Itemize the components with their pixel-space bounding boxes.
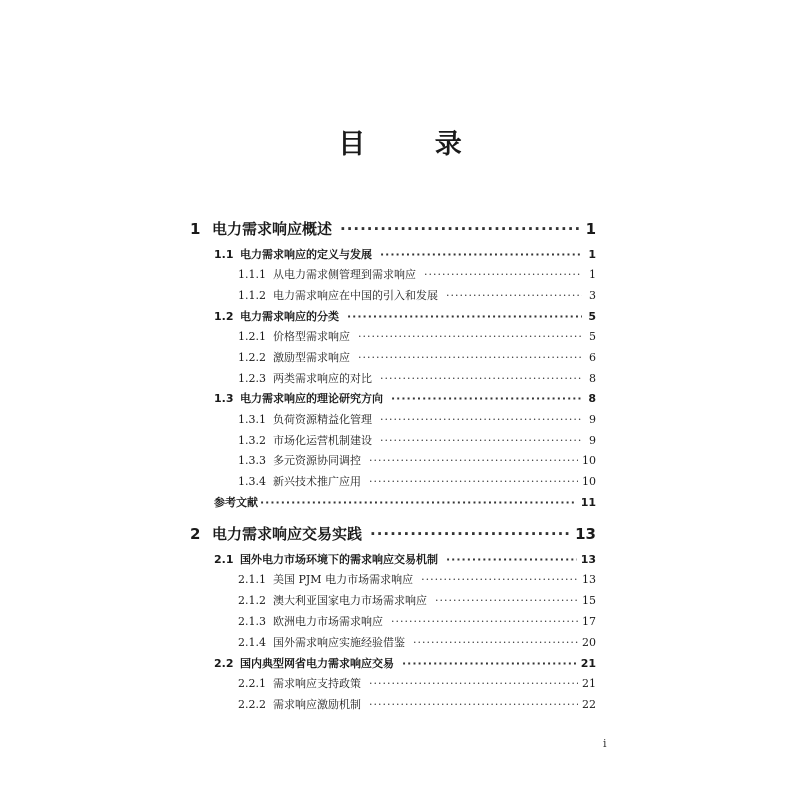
- toc-page: 8: [589, 372, 596, 385]
- toc-chapter-2[interactable]: [190, 523, 596, 544]
- toc-leader: [391, 615, 578, 628]
- toc-number: 1.1: [214, 248, 234, 261]
- toc-page: 11: [580, 496, 596, 509]
- toc-page: 5: [589, 330, 596, 343]
- toc-number: 1.3: [214, 392, 234, 405]
- toc-leader: [421, 573, 578, 586]
- toc-number: 1.3.3: [238, 454, 266, 467]
- toc-title: 国内典型网省电力需求响应交易: [240, 657, 394, 670]
- toc-title: 从电力需求侧管理到需求响应: [273, 268, 416, 281]
- toc-page: 13: [575, 525, 596, 543]
- toc-subsection-2-2-2[interactable]: [238, 696, 596, 712]
- toc-page: 20: [582, 636, 596, 649]
- toc-page: 21: [580, 657, 596, 670]
- toc-title: 新兴技术推广应用: [273, 475, 361, 488]
- toc-section-1-2[interactable]: [214, 308, 596, 324]
- toc-title: 激励型需求响应: [273, 351, 350, 364]
- toc-leader: [380, 434, 582, 447]
- toc-page: 15: [582, 594, 596, 607]
- toc-page: 1: [585, 220, 596, 238]
- toc-page: 13: [580, 553, 596, 566]
- toc-subsection-1-3-4[interactable]: [238, 473, 596, 489]
- toc-title: 电力需求响应的分类: [240, 310, 339, 323]
- toc-leader: [380, 248, 582, 261]
- toc-leader: [369, 677, 578, 690]
- toc-subsection-1-2-1[interactable]: [238, 328, 596, 344]
- toc-page: 9: [589, 434, 596, 447]
- toc-page: 8: [588, 392, 596, 405]
- toc-number: 1.2.3: [238, 372, 266, 385]
- toc-leader: [424, 268, 582, 281]
- toc-leader: [358, 330, 582, 343]
- toc-page: 5: [588, 310, 596, 323]
- toc-title: 两类需求响应的对比: [273, 372, 372, 385]
- toc-title: 美国 PJM 电力市场需求响应: [273, 573, 414, 586]
- toc-page: 17: [582, 615, 596, 628]
- toc-title: 电力需求响应的定义与发展: [240, 248, 372, 261]
- toc-number: 2.1.3: [238, 615, 266, 628]
- toc-page: 10: [582, 475, 596, 488]
- toc-number: 2.1.1: [238, 573, 266, 586]
- toc-section-2-2[interactable]: [214, 655, 596, 671]
- page-title: 目 录: [338, 129, 492, 160]
- toc-page: 22: [582, 698, 596, 711]
- toc-number: 2.1: [214, 553, 234, 566]
- toc-number: 2.2: [214, 657, 234, 670]
- toc-page: 21: [582, 677, 596, 690]
- toc-subsection-2-1-3[interactable]: [238, 613, 596, 629]
- toc-title: 电力需求响应概述: [212, 220, 333, 238]
- toc-subsection-1-2-2[interactable]: [238, 349, 596, 365]
- toc-page: 1: [588, 248, 596, 261]
- toc-page: 1: [589, 268, 596, 281]
- toc-leader: [340, 220, 582, 238]
- toc-title: 需求响应支持政策: [273, 677, 361, 690]
- page-number: i: [603, 737, 607, 750]
- toc-leader: [369, 475, 578, 488]
- toc-subsection-2-1-1[interactable]: [238, 571, 596, 587]
- toc-leader: [347, 310, 582, 323]
- toc-number: 1.2.2: [238, 351, 266, 364]
- toc-number: 1.2: [214, 310, 234, 323]
- toc-number: 1.3.1: [238, 413, 266, 426]
- toc-leader: [391, 392, 582, 405]
- toc-subsection-1-3-2[interactable]: [238, 432, 596, 448]
- toc-page: 6: [589, 351, 596, 364]
- toc-subsection-1-2-3[interactable]: [238, 370, 596, 386]
- toc-page: 9: [589, 413, 596, 426]
- toc-number: 2: [190, 525, 201, 543]
- toc-subsection-2-2-1[interactable]: [238, 675, 596, 691]
- toc-title: 国外电力市场环境下的需求响应交易机制: [240, 553, 438, 566]
- toc-subsection-2-1-2[interactable]: [238, 592, 596, 608]
- toc-page: 10: [582, 454, 596, 467]
- toc-page: 13: [582, 573, 596, 586]
- toc-title: 欧洲电力市场需求响应: [273, 615, 383, 628]
- toc-number: 2.2.2: [238, 698, 266, 711]
- toc-subsection-1-1-1[interactable]: [238, 266, 596, 282]
- toc-number: 1.3.2: [238, 434, 266, 447]
- toc-title: 澳大利亚国家电力市场需求响应: [273, 594, 427, 607]
- toc-number: 1: [190, 220, 201, 238]
- toc-title: 价格型需求响应: [273, 330, 350, 343]
- toc-leader: [369, 698, 578, 711]
- toc-number: 2.1.4: [238, 636, 266, 649]
- toc-subsection-1-1-2[interactable]: [238, 287, 596, 303]
- toc-section-2-1[interactable]: [214, 551, 596, 567]
- toc-title: 市场化运营机制建设: [273, 434, 372, 447]
- toc-leader: [380, 372, 582, 385]
- toc-section-1-1[interactable]: [214, 246, 596, 262]
- toc-leader: [260, 496, 577, 509]
- toc-leader: [446, 553, 577, 566]
- toc-subsection-1-3-3[interactable]: [238, 452, 596, 468]
- toc-title: 参考文献: [214, 496, 258, 509]
- toc-title: 多元资源协同调控: [273, 454, 361, 467]
- toc-number: 1.1.1: [238, 268, 266, 281]
- toc-leader: [380, 413, 582, 426]
- toc-title: 电力需求响应交易实践: [212, 525, 363, 543]
- toc-leader: [369, 454, 578, 467]
- toc-leader: [370, 525, 571, 543]
- toc-leader: [358, 351, 582, 364]
- toc-subsection-2-1-4[interactable]: [238, 634, 596, 650]
- toc-leader: [413, 636, 578, 649]
- toc-leader: [446, 289, 582, 302]
- toc-number: 2.1.2: [238, 594, 266, 607]
- toc-leader: [435, 594, 578, 607]
- toc-number: 2.2.1: [238, 677, 266, 690]
- toc-title: 国外需求响应实施经验借鉴: [273, 636, 405, 649]
- toc-section-1-3[interactable]: [214, 390, 596, 406]
- toc-subsection-1-3-1[interactable]: [238, 411, 596, 427]
- toc-number: 1.2.1: [238, 330, 266, 343]
- toc-chapter-1[interactable]: [190, 218, 596, 239]
- toc-references-1[interactable]: [214, 494, 596, 510]
- toc-number: 1.3.4: [238, 475, 266, 488]
- toc-leader: [402, 657, 577, 670]
- toc-title: 需求响应激励机制: [273, 698, 361, 711]
- toc-number: 1.1.2: [238, 289, 266, 302]
- toc-title: 电力需求响应的理论研究方向: [240, 392, 383, 405]
- toc-page: 3: [589, 289, 596, 302]
- toc-title: 电力需求响应在中国的引入和发展: [273, 289, 438, 302]
- toc-title: 负荷资源精益化管理: [273, 413, 372, 426]
